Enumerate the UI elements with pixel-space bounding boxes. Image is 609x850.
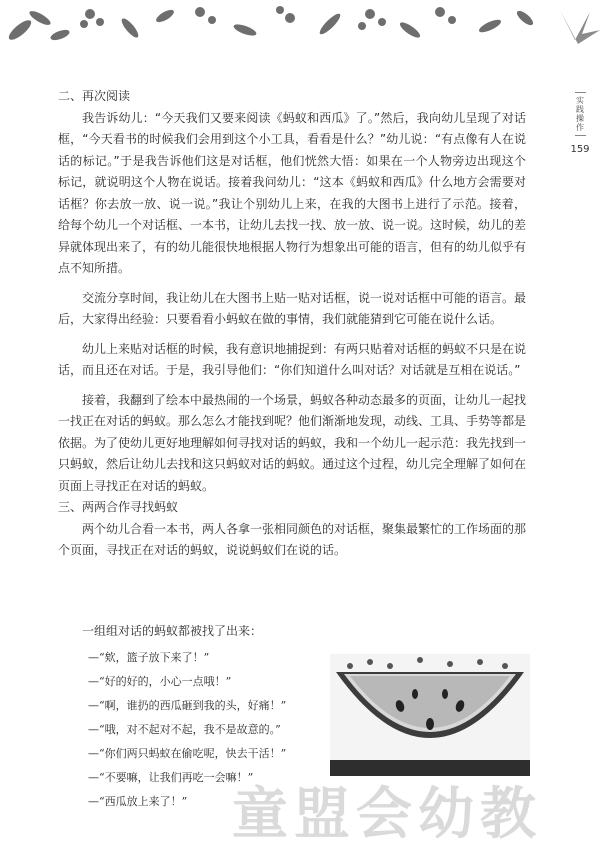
- leaf-border-decoration: [0, 0, 609, 60]
- dialogue-line: —“西瓜放上来了！”: [88, 795, 188, 808]
- dialogue-line: —“不要嘛，让我们再吃一会嘛！”: [88, 771, 254, 784]
- section3-paragraph: 两个幼儿合看一本书，两人各拿一张相同颜色的对话框，聚集最繁忙的工作场面的那个页面，寻找正在对话的蚂蚁，说说蚂蚁们在说的话。: [58, 521, 527, 557]
- section2-paragraph-1: 我告诉幼儿：“今天我们又要来阅读《蚂蚁和西瓜》了。”然后，我向幼儿呈现了对话框，“今天看书的时候我们会用到这个小工具，看看是什么？”幼儿说：“有点像有人在说话的标记。”于是我告诉他们这是对话框，他们恍然大悟：如果在一个人物旁边出现这个标记，就说明这个人物在说话。接着我问幼儿：“这本《蚂蚁和西瓜》什么地方会需要对话框？你去放一放、说一说。”我让个别幼儿上来，在我的大图书上进行了示范。接着，给每个幼儿一个对话框、一本书，让幼儿去找一找、放一放、说一说。这时候，幼儿的差异就体现出来了，有的幼儿能很快地根据人物行为想象出可能的语言，但有的幼儿似乎有点不知所措。: [58, 110, 527, 275]
- dialogue-line: —“欸，篮子放下来了！”: [88, 651, 210, 664]
- page-number: 159: [570, 144, 590, 155]
- dialogue-line: —“好的好的，小心一点哦！”: [88, 675, 232, 688]
- dialogue-intro: 一组组对话的蚂蚁都被找了出来：: [82, 624, 263, 638]
- section2-paragraph-4: 接着，我翻到了绘本中最热闹的一个场景，蚂蚁各种动态最多的页面，让幼儿一起找一找正在对话的蚂蚁。那么怎么才能找到呢？他们渐渐地发现，动线、工具、手势等都是依据。为了使幼儿更好地理解如何寻找对话的蚂蚁，我和一个幼儿一起示范：我先找到一只蚂蚁，然后让幼儿去找和这只蚂蚁对话的蚂蚁。通过这个过程，幼儿完全理解了如何在页面上寻找正在对话的蚂蚁。: [58, 392, 527, 493]
- main-content: [58, 86, 526, 562]
- side-header: [566, 92, 594, 155]
- dialogue-line: —“啊，谁扔的西瓜砸到我的头，好痛！”: [88, 699, 287, 712]
- dialogue-line: —“哦，对不起对不起，我不是故意的。”: [88, 723, 281, 736]
- section-side-label: 实践操作: [575, 92, 586, 136]
- section2-paragraph-3: 幼儿上来贴对话框的时候，我有意识地捕捉到：有两只贴着对话框的蚂蚁不只是在说话，而且还在对话。于是，我引导他们：“你们知道什么叫对话？对话就是互相在说话。”: [58, 341, 527, 377]
- watermelon-ants-illustration: [330, 654, 530, 776]
- dialogue-line: —“你们两只蚂蚁在偷吃呢，快去干活！”: [88, 747, 287, 760]
- watermark-text: 童盟会幼教: [232, 781, 542, 847]
- section2-heading: 二、再次阅读: [58, 89, 131, 103]
- section2-paragraph-2: 交流分享时间，我让幼儿在大图书上贴一贴对话框，说一说对话框中可能的语言。最后，大家得出经验：只要看看小蚂蚁在做的事情，我们就能猜到它可能在说什么话。: [58, 290, 527, 326]
- section3-heading: 三、两两合作寻找蚂蚁: [58, 500, 179, 514]
